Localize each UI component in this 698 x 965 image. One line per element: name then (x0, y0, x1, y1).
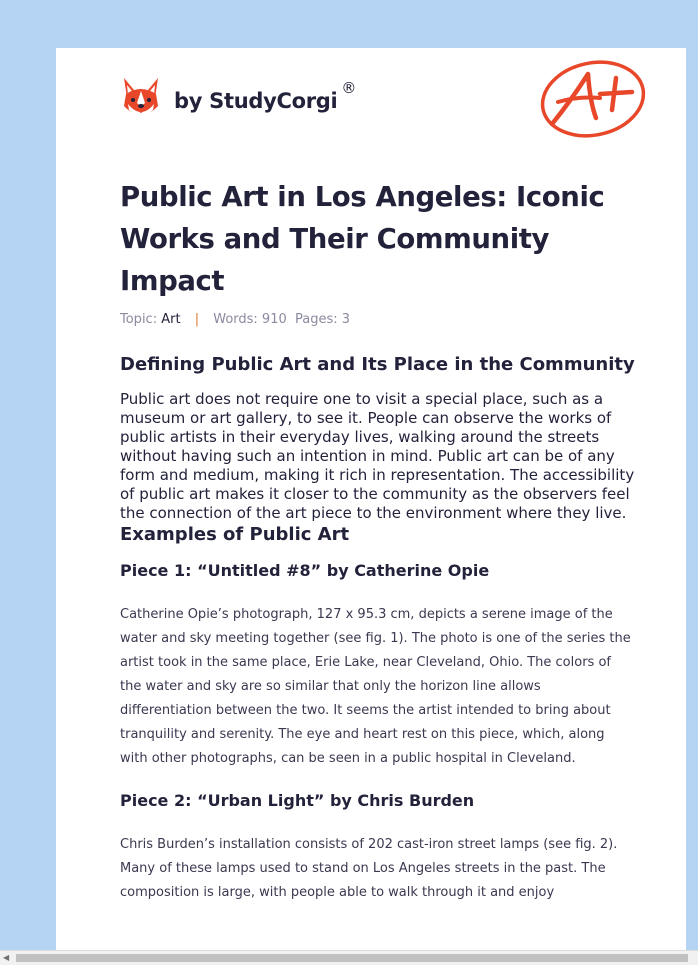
piece2-paragraph: Chris Burden’s installation consists of 202 cast-iron street lamps (see fig. 2). Many of these lamps used to stand on Los Angeles streets in the past. The composition is large, with people able to walk through it and enjoy (120, 837, 618, 900)
piece1-paragraph: Catherine Opie’s photograph, 127 x 95.3 cm, depicts a serene image of the water and sky meeting together (see fig. 1). The photo is one of the series the artist took in the same place, Erie Lake, near Cleveland, Ohio. The colors of the water and sky are so similar that only the horizon line allows differentiation between the two. It seems the artist intended to bring about tranquility and serenity. The eye and heart rest on this piece, which, along with other photographs, can be seen in a public hospital in Cleveland. (120, 607, 631, 766)
section-heading-examples: Examples of Public Art (120, 524, 350, 545)
horizontal-scrollbar[interactable] (0, 950, 698, 965)
topic-label: Topic: (120, 312, 158, 327)
topic-link[interactable]: Art (161, 312, 181, 327)
document-title: Public Art in Los Angeles: Iconic Works and Their Community Impact (120, 181, 605, 297)
document-page (56, 48, 686, 950)
corgi-icon (120, 76, 162, 120)
document-meta (120, 312, 635, 327)
scrollbar-thumb[interactable] (16, 954, 688, 962)
section-paragraph-defining: Public art does not require one to visit a special place, such as a museum or art gallery, to see it. People can observe the works of public artists in their everyday lives, walking around the streets without having such an intention in mind. Public art can be of any form and medium, making it rich in representation. The accessibility of public art makes it closer to the community as the observers feel the connection of the art piece to the environment where they live. (120, 390, 635, 522)
a-plus-grade-icon (538, 58, 650, 140)
document-content (120, 176, 635, 905)
section-heading-defining: Defining Public Art and Its Place in the Community (120, 354, 635, 375)
word-count: Words: 910 (213, 312, 287, 327)
brand-name: by StudyCorgi (174, 89, 338, 113)
studycorgi-logo[interactable] (120, 76, 356, 120)
meta-separator: | (194, 312, 200, 327)
registered-mark: ® (341, 79, 357, 97)
scroll-left-arrow-icon[interactable]: ◀ (3, 953, 10, 962)
page-count: Pages: 3 (295, 312, 351, 327)
piece2-heading: Piece 2: “Urban Light” by Chris Burden (120, 791, 475, 810)
piece1-heading: Piece 1: “Untitled #8” by Catherine Opie (120, 561, 490, 580)
